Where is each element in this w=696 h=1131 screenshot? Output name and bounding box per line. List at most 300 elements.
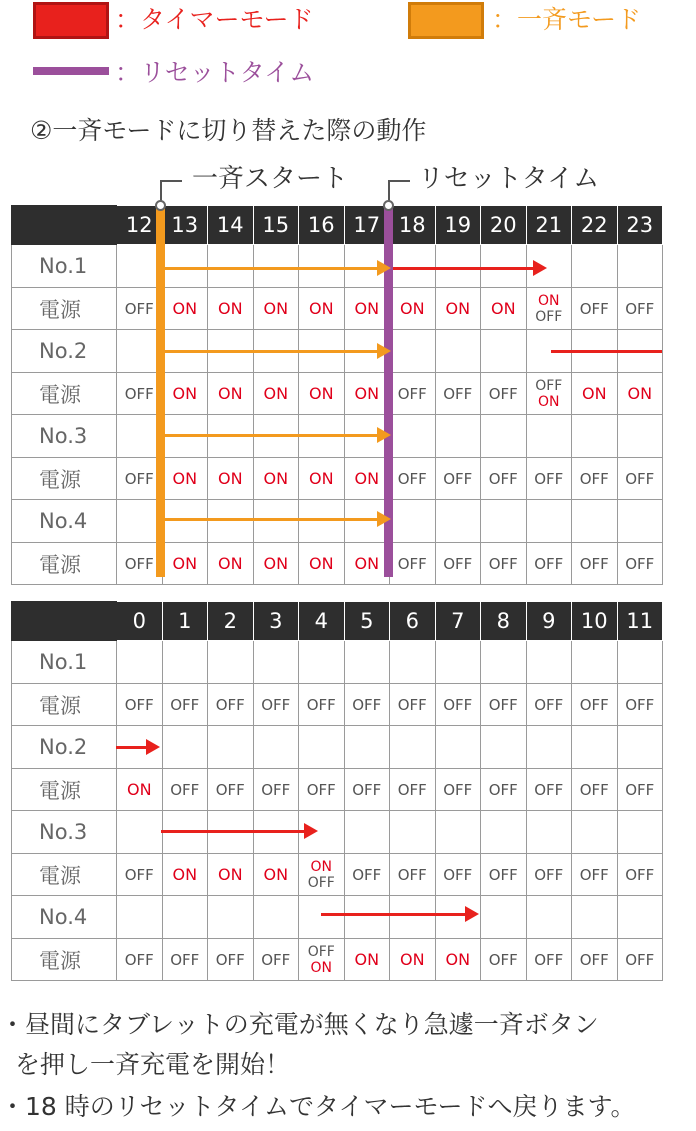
- power-state: OFF: [488, 469, 518, 488]
- timeline-cell: [572, 500, 618, 543]
- timeline-cell: [208, 500, 254, 543]
- timeline-cell: [344, 896, 390, 939]
- power-label: 電源: [12, 769, 117, 811]
- schedule-table-afternoon: [11, 205, 663, 585]
- hour-header: 3: [253, 602, 299, 641]
- power-state: ON: [172, 553, 198, 573]
- power-state-cell: [481, 288, 527, 330]
- timer-line-no2: [551, 350, 662, 353]
- power-state: OFF: [170, 780, 200, 799]
- power-state: ON: [538, 292, 560, 309]
- power-state-cell: [481, 769, 527, 811]
- timeline-cell: [390, 500, 436, 543]
- power-state-cell: [208, 543, 254, 585]
- legend-label-bulk: ：一斉モード: [492, 5, 642, 34]
- bulk-start-dot: [155, 200, 166, 211]
- bulk-arrow-no1: [165, 267, 377, 270]
- power-state-cell: [481, 373, 527, 415]
- power-state: ON: [308, 553, 334, 573]
- timeline-cell: [390, 896, 436, 939]
- power-state: OFF: [534, 950, 564, 969]
- power-state-cell: [208, 373, 254, 415]
- power-state-cell: [572, 543, 618, 585]
- hour-header: 10: [572, 602, 618, 641]
- timeline-cell: [390, 811, 436, 854]
- power-state: ON: [627, 383, 653, 403]
- timeline-cell: [572, 641, 618, 684]
- hour-header: 23: [617, 206, 663, 245]
- power-state: ON: [217, 864, 243, 884]
- power-state: ON: [310, 959, 332, 976]
- power-state-cell: [253, 769, 299, 811]
- power-state-cell: [390, 288, 436, 330]
- timer-arrow-no1: [393, 267, 533, 270]
- unit-label: No.2: [12, 726, 117, 769]
- power-state-cell: [481, 543, 527, 585]
- hour-header: 19: [435, 206, 481, 245]
- power-state-cell: [253, 543, 299, 585]
- power-state-cell: [435, 769, 481, 811]
- power-state: OFF: [625, 554, 655, 573]
- power-state-cell: [344, 458, 390, 500]
- hour-header: 20: [481, 206, 527, 245]
- timeline-cell: [526, 726, 572, 769]
- reset-time-dot: [383, 200, 394, 211]
- power-state: ON: [354, 468, 380, 488]
- timeline-cell: [162, 500, 208, 543]
- power-state: OFF: [535, 308, 563, 325]
- unit-label: No.3: [12, 811, 117, 854]
- hour-header: 11: [617, 602, 663, 641]
- power-state: OFF: [124, 950, 154, 969]
- power-state: OFF: [124, 469, 154, 488]
- note-line-2: を押し一斉充電を開始！: [15, 1050, 291, 1079]
- power-state-cell: [299, 939, 345, 981]
- timeline-cell: [481, 415, 527, 458]
- power-state: ON: [445, 298, 471, 318]
- power-state: OFF: [625, 780, 655, 799]
- power-state: ON: [217, 298, 243, 318]
- power-state: ON: [263, 383, 289, 403]
- power-state: OFF: [443, 780, 473, 799]
- unit-label: No.1: [12, 641, 117, 684]
- power-state: ON: [126, 779, 152, 799]
- power-state-cell: [481, 854, 527, 896]
- timeline-cell: [481, 330, 527, 373]
- power-state-cell: [344, 854, 390, 896]
- bulk-arrow-no3: [165, 434, 377, 437]
- power-state-cell: [253, 288, 299, 330]
- power-state-cell: [208, 288, 254, 330]
- timeline-cell: [572, 896, 618, 939]
- power-state: OFF: [488, 950, 518, 969]
- hour-header: 0: [117, 602, 163, 641]
- power-state-cell: [526, 288, 572, 330]
- timeline-cell: [526, 500, 572, 543]
- timeline-cell: [299, 500, 345, 543]
- power-state-cell: [253, 684, 299, 726]
- power-state: ON: [263, 468, 289, 488]
- unit-label: No.1: [12, 245, 117, 288]
- timeline-cell: [435, 415, 481, 458]
- power-state-cell: [481, 458, 527, 500]
- timeline-cell: [344, 726, 390, 769]
- timeline-cell: [208, 245, 254, 288]
- power-state: OFF: [215, 950, 245, 969]
- power-state-cell: [299, 543, 345, 585]
- power-state-cell: [208, 684, 254, 726]
- timer-arrow-no4-night: [321, 913, 465, 916]
- power-state-cell: [526, 769, 572, 811]
- power-state: OFF: [261, 950, 291, 969]
- power-state-cell: [117, 939, 163, 981]
- power-state: OFF: [488, 554, 518, 573]
- timeline-cell: [390, 641, 436, 684]
- power-state-cell: [208, 854, 254, 896]
- power-state-cell: [390, 684, 436, 726]
- legend-label-reset: ：リセットタイム: [115, 58, 315, 87]
- power-state-cell: [344, 373, 390, 415]
- timer-arrow-no3-night: [161, 830, 304, 833]
- timeline-cell: [435, 726, 481, 769]
- timeline-cell: [526, 415, 572, 458]
- timeline-cell: [617, 245, 663, 288]
- power-state-cell: [572, 684, 618, 726]
- timeline-cell: [617, 641, 663, 684]
- timeline-cell: [344, 641, 390, 684]
- power-state: OFF: [534, 780, 564, 799]
- power-state-cell: [435, 854, 481, 896]
- unit-label: No.3: [12, 415, 117, 458]
- power-state-cell: [253, 854, 299, 896]
- power-state-cell: [617, 458, 663, 500]
- power-state: OFF: [488, 384, 518, 403]
- power-state: OFF: [534, 865, 564, 884]
- power-state-cell: [344, 684, 390, 726]
- timeline-cell: [435, 330, 481, 373]
- power-state: ON: [538, 393, 560, 410]
- power-state: OFF: [534, 554, 564, 573]
- timeline-cell: [572, 245, 618, 288]
- hour-header: 18: [390, 206, 436, 245]
- power-state-cell: [253, 458, 299, 500]
- power-state: ON: [217, 553, 243, 573]
- power-state: OFF: [579, 554, 609, 573]
- power-state: ON: [263, 864, 289, 884]
- power-state: ON: [354, 553, 380, 573]
- power-state-cell: [481, 939, 527, 981]
- power-state-cell: [617, 939, 663, 981]
- hour-header: 16: [299, 206, 345, 245]
- power-state-cell: [162, 769, 208, 811]
- power-state-cell: [344, 288, 390, 330]
- power-label: 電源: [12, 854, 117, 896]
- power-state: OFF: [124, 384, 154, 403]
- power-state: ON: [172, 468, 198, 488]
- power-state: OFF: [124, 865, 154, 884]
- hour-header: 21: [526, 206, 572, 245]
- power-state: ON: [217, 468, 243, 488]
- timeline-cell: [162, 641, 208, 684]
- power-state-cell: [526, 939, 572, 981]
- power-state: OFF: [215, 780, 245, 799]
- power-state: OFF: [124, 554, 154, 573]
- power-state: OFF: [443, 865, 473, 884]
- power-state: OFF: [307, 874, 335, 891]
- power-state-cell: [162, 458, 208, 500]
- power-state: ON: [217, 383, 243, 403]
- power-state-cell: [390, 458, 436, 500]
- power-state: OFF: [306, 780, 336, 799]
- power-state-cell: [299, 854, 345, 896]
- power-state-cell: [435, 458, 481, 500]
- hour-header: 8: [481, 602, 527, 641]
- hour-header: 13: [162, 206, 208, 245]
- power-state: ON: [308, 468, 334, 488]
- power-state: OFF: [625, 695, 655, 714]
- timeline-cell: [344, 811, 390, 854]
- power-state: OFF: [534, 695, 564, 714]
- power-state: ON: [399, 298, 425, 318]
- power-state: OFF: [579, 299, 609, 318]
- timeline-cell: [117, 811, 163, 854]
- power-state-cell: [617, 373, 663, 415]
- timeline-cell: [481, 500, 527, 543]
- timeline-cell: [162, 726, 208, 769]
- timeline-cell: [617, 500, 663, 543]
- bulk-start-bar: [156, 205, 165, 577]
- note-line-1: ・昼間にタブレットの充電が無くなり急遽一斉ボタン: [0, 1010, 599, 1039]
- timeline-cell: [481, 726, 527, 769]
- timeline-cell: [481, 811, 527, 854]
- power-state: OFF: [261, 780, 291, 799]
- header-corner: [12, 206, 117, 245]
- power-state: OFF: [625, 299, 655, 318]
- header-corner: [12, 602, 117, 641]
- legend-swatch-bulk: [408, 2, 484, 39]
- timeline-cell: [572, 726, 618, 769]
- power-state-cell: [572, 769, 618, 811]
- power-state: OFF: [397, 469, 427, 488]
- legend-swatch-timer: [33, 2, 109, 39]
- power-state: OFF: [170, 695, 200, 714]
- power-state: OFF: [397, 695, 427, 714]
- timeline-cell: [208, 641, 254, 684]
- power-state-cell: [390, 373, 436, 415]
- hour-header: 2: [208, 602, 254, 641]
- power-state-cell: [435, 543, 481, 585]
- reset-time-leader: [388, 180, 410, 202]
- power-state: OFF: [579, 695, 609, 714]
- power-state-cell: [162, 543, 208, 585]
- timeline-cell: [299, 726, 345, 769]
- power-state: OFF: [443, 469, 473, 488]
- timeline-cell: [162, 896, 208, 939]
- power-state-cell: [344, 939, 390, 981]
- timeline-cell: [617, 726, 663, 769]
- power-state-cell: [253, 373, 299, 415]
- power-state: ON: [354, 298, 380, 318]
- power-state: ON: [490, 298, 516, 318]
- hour-header: 12: [117, 206, 163, 245]
- hour-header: 7: [435, 602, 481, 641]
- power-state-cell: [390, 543, 436, 585]
- power-state: OFF: [306, 695, 336, 714]
- timeline-cell: [572, 415, 618, 458]
- timeline-cell: [390, 245, 436, 288]
- bulk-arrow-no4: [165, 518, 377, 521]
- power-state: ON: [308, 298, 334, 318]
- power-state: ON: [172, 864, 198, 884]
- power-state-cell: [299, 373, 345, 415]
- power-state-cell: [208, 769, 254, 811]
- power-state-cell: [435, 373, 481, 415]
- power-state: OFF: [397, 865, 427, 884]
- power-state-cell: [572, 854, 618, 896]
- power-state-cell: [390, 769, 436, 811]
- power-state-cell: [572, 373, 618, 415]
- power-state: ON: [310, 858, 332, 875]
- power-label: 電源: [12, 684, 117, 726]
- timeline-cell: [390, 415, 436, 458]
- timeline-cell: [481, 641, 527, 684]
- power-state: OFF: [488, 695, 518, 714]
- power-state: OFF: [579, 865, 609, 884]
- power-state-cell: [208, 939, 254, 981]
- power-state-cell: [435, 939, 481, 981]
- unit-label: No.4: [12, 500, 117, 543]
- power-state: ON: [263, 553, 289, 573]
- timeline-cell: [299, 896, 345, 939]
- power-label: 電源: [12, 288, 117, 330]
- power-state: OFF: [443, 695, 473, 714]
- power-state: ON: [445, 949, 471, 969]
- power-state: OFF: [170, 950, 200, 969]
- power-state: OFF: [534, 469, 564, 488]
- power-state-cell: [526, 543, 572, 585]
- hour-header: 4: [299, 602, 345, 641]
- timeline-cell: [117, 641, 163, 684]
- timeline-cell: [526, 641, 572, 684]
- timeline-cell: [617, 896, 663, 939]
- hour-header: 6: [390, 602, 436, 641]
- power-state-cell: [162, 854, 208, 896]
- timeline-cell: [435, 500, 481, 543]
- power-state: OFF: [352, 780, 382, 799]
- timeline-cell: [390, 330, 436, 373]
- power-state-cell: [208, 458, 254, 500]
- power-state-cell: [299, 684, 345, 726]
- hour-header: 15: [253, 206, 299, 245]
- timeline-cell: [390, 726, 436, 769]
- power-state: OFF: [215, 695, 245, 714]
- power-state-cell: [299, 288, 345, 330]
- bulk-arrow-no2: [165, 350, 377, 353]
- power-state-cell: [117, 769, 163, 811]
- timeline-cell: [253, 641, 299, 684]
- power-label: 電源: [12, 939, 117, 981]
- section-title: ②一斉モードに切り替えた際の動作: [30, 116, 427, 145]
- hour-header: 1: [162, 602, 208, 641]
- power-state-cell: [117, 854, 163, 896]
- power-state-cell: [117, 684, 163, 726]
- bulk-start-label: 一斉スタート: [192, 164, 349, 194]
- power-state-cell: [526, 458, 572, 500]
- power-state: OFF: [261, 695, 291, 714]
- power-state-cell: [162, 288, 208, 330]
- bulk-start-leader: [160, 180, 182, 202]
- power-state: OFF: [488, 780, 518, 799]
- power-state-cell: [162, 939, 208, 981]
- power-state: OFF: [625, 950, 655, 969]
- power-state: OFF: [124, 299, 154, 318]
- note-line-3: ・18 時のリセットタイムでタイマーモードへ戻ります。: [0, 1092, 636, 1121]
- timeline-cell: [208, 896, 254, 939]
- timeline-cell: [253, 726, 299, 769]
- power-state: OFF: [488, 865, 518, 884]
- power-state-cell: [435, 684, 481, 726]
- timeline-cell: [435, 245, 481, 288]
- power-state-cell: [617, 769, 663, 811]
- power-label: 電源: [12, 373, 117, 415]
- power-state-cell: [344, 543, 390, 585]
- power-state: ON: [172, 298, 198, 318]
- power-state: OFF: [443, 384, 473, 403]
- timeline-cell: [253, 500, 299, 543]
- timeline-cell: [435, 811, 481, 854]
- power-state-cell: [390, 939, 436, 981]
- power-state: ON: [354, 949, 380, 969]
- power-state-cell: [390, 854, 436, 896]
- power-state: OFF: [579, 780, 609, 799]
- power-label: 電源: [12, 543, 117, 585]
- unit-label: No.4: [12, 896, 117, 939]
- power-state: ON: [172, 383, 198, 403]
- power-state: OFF: [443, 554, 473, 573]
- hour-header: 9: [526, 602, 572, 641]
- power-state-cell: [526, 854, 572, 896]
- power-state-cell: [162, 684, 208, 726]
- power-state-cell: [162, 373, 208, 415]
- power-state: OFF: [535, 377, 563, 394]
- power-state-cell: [526, 373, 572, 415]
- timeline-cell: [481, 896, 527, 939]
- timeline-cell: [617, 811, 663, 854]
- power-state: OFF: [625, 469, 655, 488]
- timeline-cell: [253, 896, 299, 939]
- power-state-cell: [572, 288, 618, 330]
- power-state: OFF: [397, 384, 427, 403]
- timeline-cell: [253, 245, 299, 288]
- power-state: OFF: [625, 865, 655, 884]
- power-label: 電源: [12, 458, 117, 500]
- power-state-cell: [572, 458, 618, 500]
- power-state-cell: [481, 684, 527, 726]
- hour-header: 22: [572, 206, 618, 245]
- hour-header: 5: [344, 602, 390, 641]
- power-state-cell: [299, 458, 345, 500]
- power-state: OFF: [124, 695, 154, 714]
- legend-label-timer: ：タイマーモード: [115, 5, 314, 34]
- power-state-cell: [253, 939, 299, 981]
- power-state: ON: [308, 383, 334, 403]
- timeline-cell: [435, 641, 481, 684]
- power-state-cell: [617, 543, 663, 585]
- power-state: OFF: [397, 554, 427, 573]
- hour-header: 14: [208, 206, 254, 245]
- power-state: OFF: [579, 950, 609, 969]
- power-state: ON: [354, 383, 380, 403]
